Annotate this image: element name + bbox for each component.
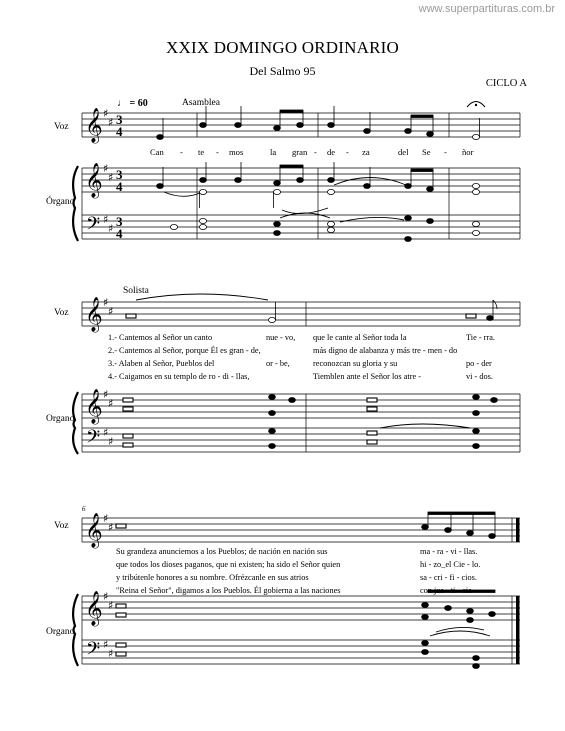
- verse-2-c: más digno de alabanza y más tre - men - do: [313, 346, 458, 355]
- part-label-voice: Voz: [54, 122, 69, 132]
- verse-1: [108, 331, 212, 345]
- verse-3-d: po - der: [466, 359, 492, 368]
- svg-text:♯: ♯: [103, 512, 109, 525]
- lyric-syllable: la: [270, 147, 277, 157]
- page-title: XXIX DOMINGO ORDINARIO: [166, 38, 399, 57]
- part-label-organ: Organo: [46, 627, 75, 637]
- part-label-organ: Órgano: [46, 197, 75, 207]
- lyric-syllable: Can: [150, 147, 164, 157]
- svg-text:𝄞: 𝄞: [85, 163, 103, 198]
- system2-organ-treble-staff: [82, 394, 520, 418]
- svg-text:♯: ♯: [108, 599, 114, 612]
- cycle-label: CICLO A: [485, 78, 527, 89]
- system2-voice-staff: [82, 302, 520, 326]
- svg-text:♯: ♯: [108, 305, 114, 318]
- svg-text:♯: ♯: [103, 162, 109, 175]
- svg-text:3: 3: [116, 214, 123, 229]
- svg-text:𝄞: 𝄞: [85, 297, 103, 332]
- lyric-syllable: del: [398, 147, 409, 157]
- system3-organ-treble-staff: [82, 596, 520, 620]
- svg-text:𝄞: 𝄞: [85, 513, 103, 548]
- svg-text:𝄞: 𝄞: [85, 591, 103, 626]
- verse-4-b: con jus - ti - cia: [420, 586, 472, 595]
- svg-text:♯: ♯: [103, 388, 109, 401]
- part-label-voice: Voz: [54, 521, 69, 531]
- svg-text:♯: ♯: [108, 222, 114, 235]
- watermark: www.superpartituras.com.br: [418, 3, 555, 15]
- lyric-syllable: te: [198, 147, 205, 157]
- svg-text:♯: ♯: [103, 590, 109, 603]
- lyric-syllable: za: [362, 147, 370, 157]
- svg-text:♯: ♯: [103, 296, 109, 309]
- lyric-syllable: Se: [422, 147, 431, 157]
- verse-1: Su grandeza anunciemos a los Pueblos; de nación en nación sus: [116, 547, 328, 556]
- section-label: Asamblea: [182, 98, 220, 108]
- svg-text:♯: ♯: [103, 638, 109, 651]
- verse-4-d: vi - dos.: [466, 372, 493, 381]
- verse-1-d: Tie - rra.: [466, 333, 495, 342]
- lyric-syllable: -: [314, 147, 317, 157]
- lyric-syllable: de: [327, 147, 336, 157]
- lyric-syllable: gran: [292, 147, 308, 157]
- verse-2: 2.- Cantemos al Señor, porque Él es gran - de,: [108, 346, 261, 355]
- svg-text:𝄞: 𝄞: [85, 108, 103, 143]
- verse-3-c: reconozcan su gloria y su: [313, 359, 398, 368]
- verse-3: y tribútenle honores a su nombre. Ofrézcanle en sus atrios: [116, 573, 309, 582]
- lyric-syllable: -: [180, 147, 183, 157]
- svg-text:♯: ♯: [103, 107, 109, 120]
- verse-3-b: or - be,: [266, 359, 290, 368]
- lyric-syllable: mos: [229, 147, 244, 157]
- part-label-organ: Organo: [46, 414, 75, 424]
- verse-4: 4.- Caigamos en su templo de ro - di - llas,: [108, 372, 250, 381]
- verse-2-b: hi - zo_el Cie - lo.: [420, 560, 481, 569]
- svg-text:4: 4: [116, 226, 123, 241]
- verse-3-b: sa - cri - fi - cios.: [420, 573, 477, 582]
- verse-1-c: que le cante al Señor toda la: [313, 333, 407, 342]
- verse-4: "Reina el Señor", digamos a los Pueblos. Él gobierna a las naciones: [116, 586, 341, 595]
- measure-number: 6: [82, 505, 86, 513]
- verse-3: 3.- Alaben al Señor, Pueblos del: [108, 359, 215, 368]
- svg-text:𝄞: 𝄞: [85, 389, 103, 424]
- section-label: Solista: [123, 286, 149, 296]
- svg-text:𝄢: 𝄢: [86, 639, 101, 664]
- system3-voice-staff: [82, 518, 520, 542]
- svg-text:♯: ♯: [108, 647, 114, 660]
- svg-text:♯: ♯: [108, 397, 114, 410]
- verse-1-b: nue - vo,: [266, 333, 296, 342]
- page-subtitle: Del Salmo 95: [249, 64, 316, 78]
- lyric-syllable: -: [216, 147, 219, 157]
- svg-text:3: 3: [116, 167, 123, 182]
- svg-text:3: 3: [116, 112, 123, 127]
- verse-1-b: ma - ra - vi - llas.: [420, 547, 478, 556]
- svg-text:♯: ♯: [108, 521, 114, 534]
- system2-organ-bass-staff: [82, 428, 520, 452]
- tempo-marking: ♩ = 60: [117, 98, 148, 109]
- verse-text: 1.- Cantemos al Señor un canto: [108, 333, 213, 342]
- system3-organ-bass-staff: [82, 640, 520, 664]
- verse-2: que todos los dioses paganos, que ni existen; ha sido el Señor quien: [116, 560, 341, 569]
- svg-text:4: 4: [116, 124, 123, 139]
- lyric-syllable: ñor: [462, 147, 474, 157]
- svg-text:𝄢: 𝄢: [86, 214, 101, 239]
- svg-text:𝄢: 𝄢: [86, 427, 101, 452]
- svg-text:♯: ♯: [103, 213, 109, 226]
- svg-text:♯: ♯: [108, 435, 114, 448]
- svg-text:4: 4: [116, 179, 123, 194]
- svg-text:♯: ♯: [108, 116, 114, 129]
- svg-text:♯: ♯: [103, 426, 109, 439]
- lyric-syllable: -: [444, 147, 447, 157]
- part-label-voice: Voz: [54, 308, 69, 318]
- verse-4-c: Tiemblen ante el Señor los atre -: [313, 372, 421, 381]
- lyric-syllable: -: [346, 147, 349, 157]
- svg-text:♯: ♯: [108, 171, 114, 184]
- system1-organ-bass-staff: [82, 215, 520, 239]
